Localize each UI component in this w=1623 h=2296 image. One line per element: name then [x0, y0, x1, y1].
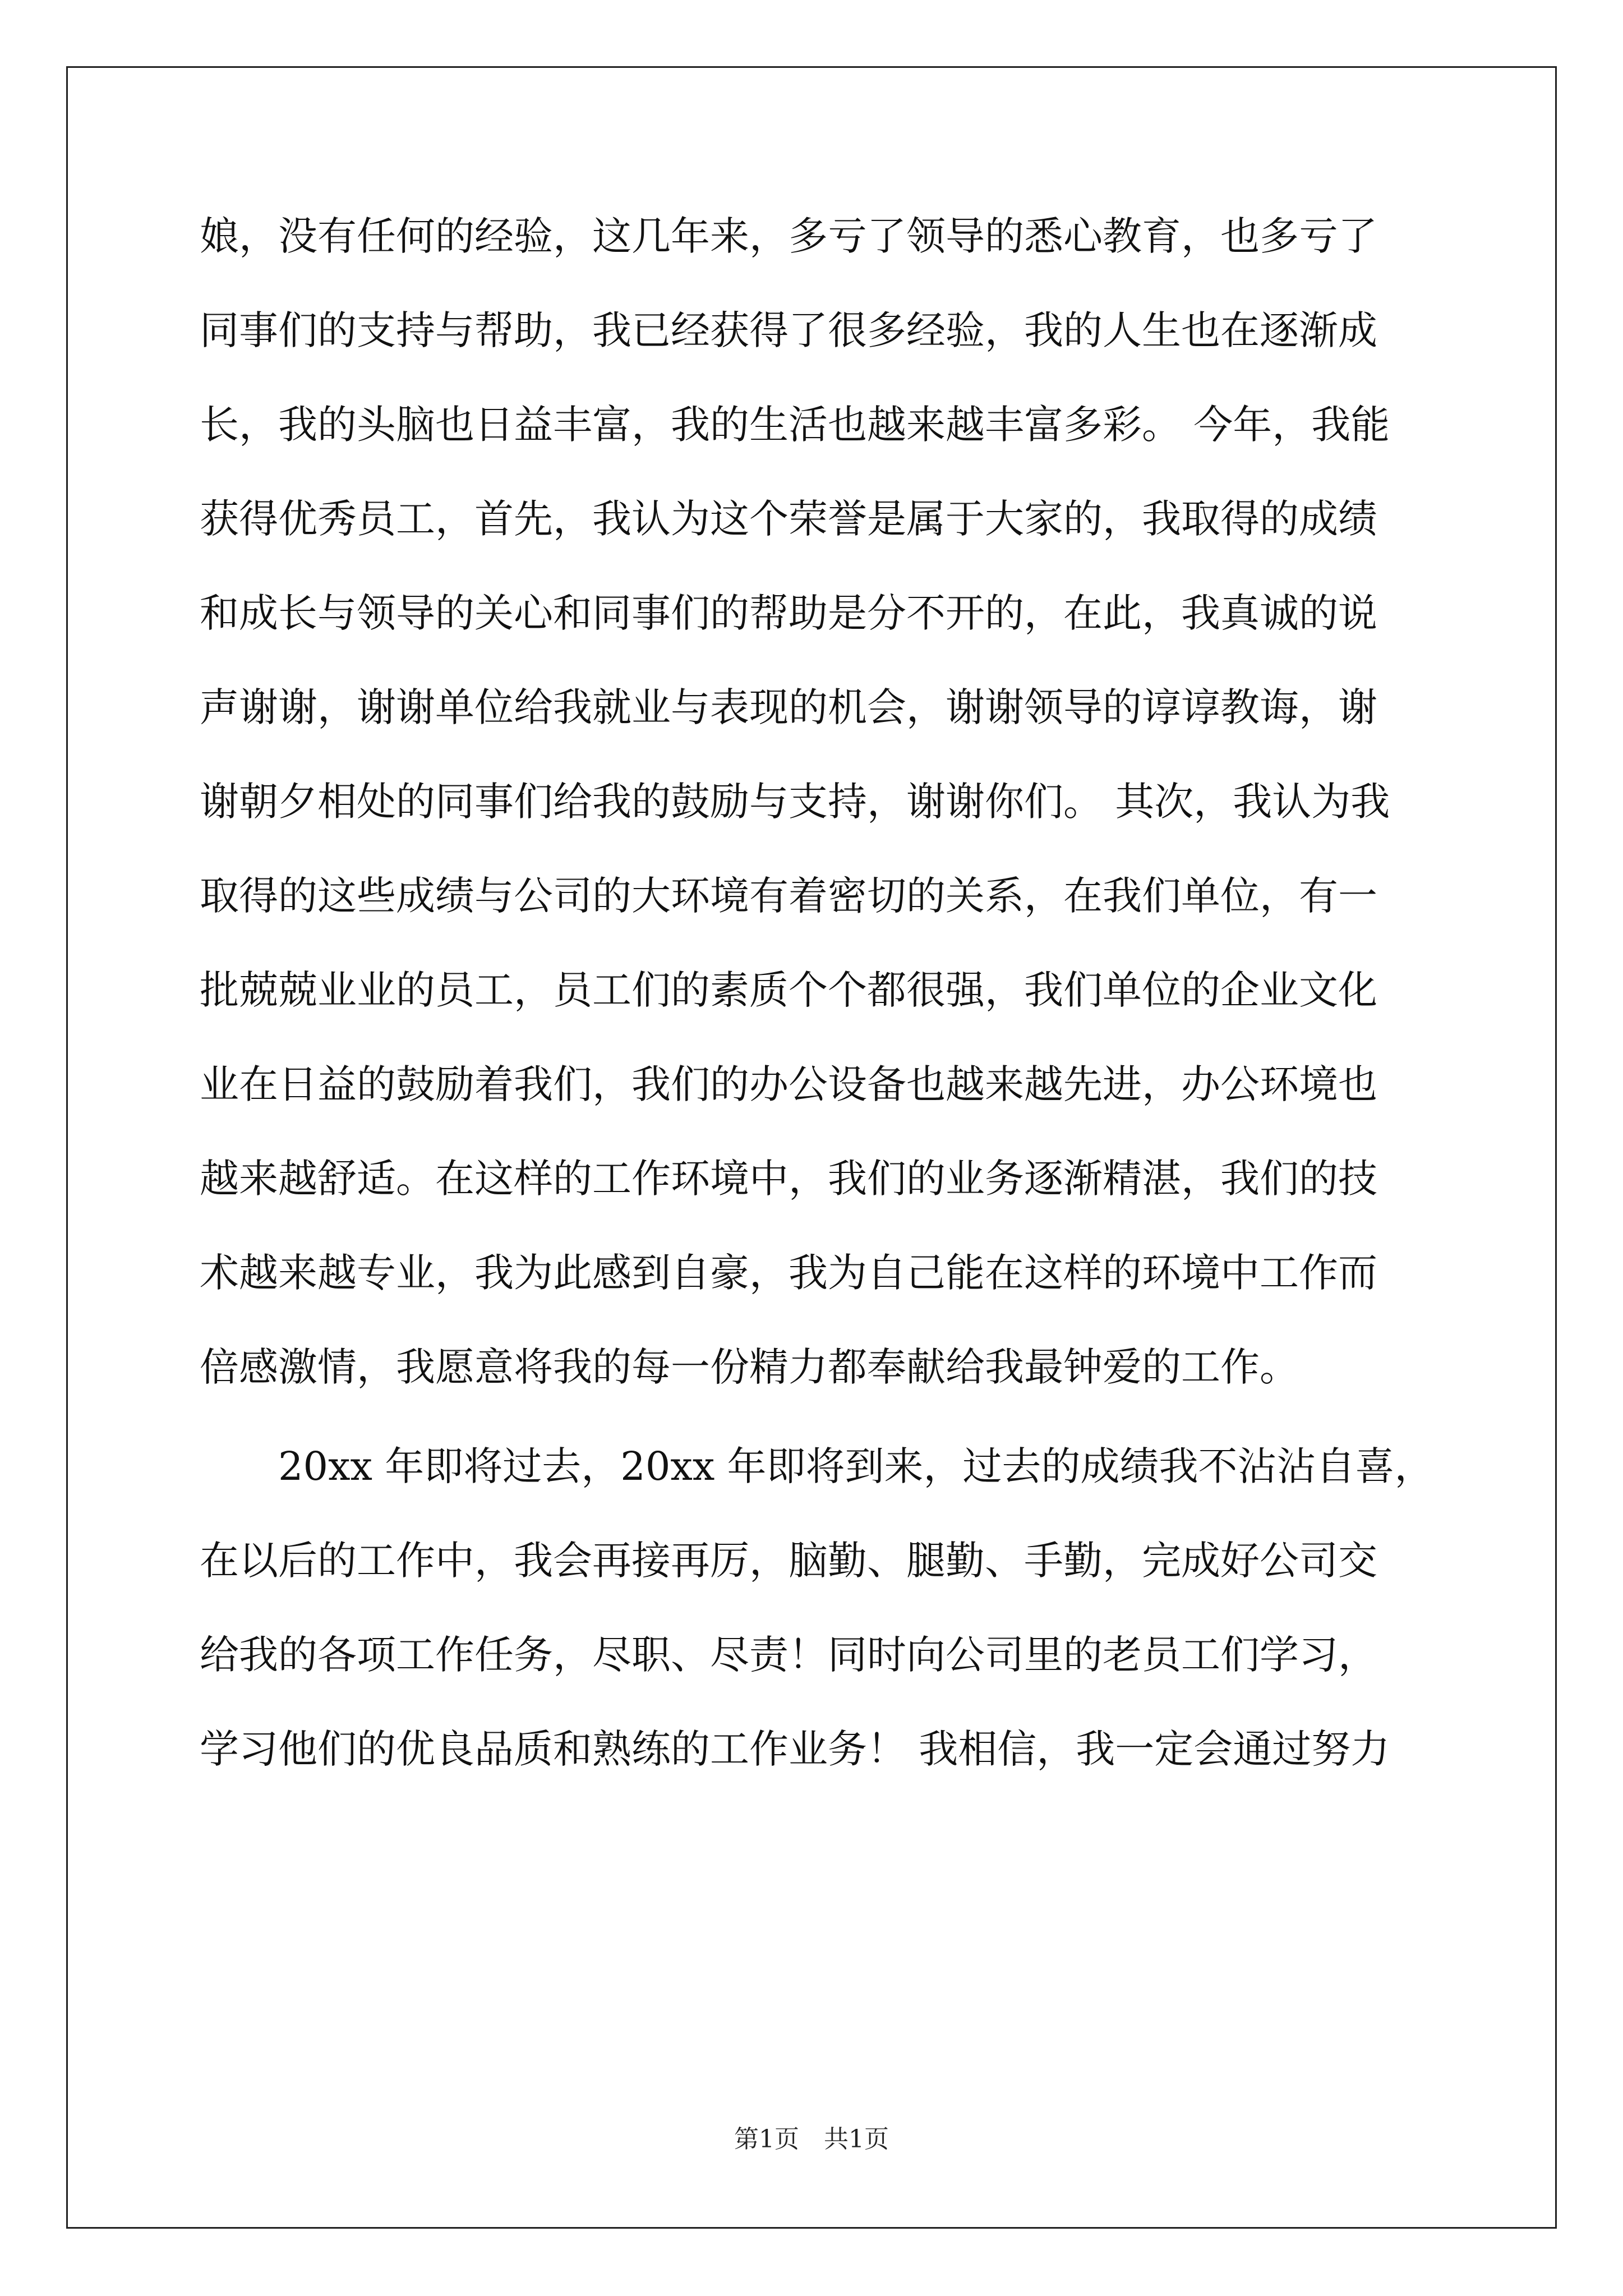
page-border — [66, 66, 1557, 2229]
text-line: 谢朝夕相处的同事们给我的鼓励与支持，谢谢你们。 其次，我认为我 — [200, 779, 1390, 825]
text-line: 给我的各项工作任务，尽职、尽责！同时向公司里的老员工们学习， — [200, 1632, 1377, 1678]
text-line: 业在日益的鼓励着我们，我们的办公设备也越来越先进，办公环境也 — [200, 1061, 1377, 1107]
text-line: 和成长与领导的关心和同事们的帮助是分不开的，在此，我真诚的说 — [200, 590, 1377, 636]
text-line: 在以后的工作中，我会再接再厉，脑勤、腿勤、手勤，完成好公司交 — [200, 1538, 1377, 1584]
text-line: 越来越舒适。在这样的工作环境中，我们的业务逐渐精湛，我们的技 — [200, 1156, 1377, 1202]
page-number-footer: 第1页 共1页 — [734, 2125, 889, 2154]
text-line: 声谢谢，谢谢单位给我就业与表现的机会，谢谢领导的谆谆教诲，谢 — [200, 684, 1377, 730]
text-line: 取得的这些成绩与公司的大环境有着密切的关系，在我们单位，有一 — [200, 873, 1377, 919]
text-line: 同事们的支持与帮助，我已经获得了很多经验，我的人生也在逐渐成 — [200, 307, 1377, 353]
text-line: 长，我的头脑也日益丰富，我的生活也越来越丰富多彩。 今年，我能 — [200, 402, 1390, 448]
paragraph-first-line: 20xx 年即将过去，20xx 年即将到来，过去的成绩我不沾沾自喜， — [278, 1443, 1434, 1489]
text-line: 学习他们的优良品质和熟练的工作业务！ 我相信，我一定会通过努力 — [200, 1726, 1390, 1772]
text-line: 娘，没有任何的经验，这几年来，多亏了领导的悉心教育，也多亏了 — [200, 213, 1377, 259]
text-line: 获得优秀员工，首先，我认为这个荣誉是属于大家的，我取得的成绩 — [200, 496, 1377, 542]
text-line: 批兢兢业业的员工，员工们的素质个个都很强，我们单位的企业文化 — [200, 967, 1377, 1013]
text-line: 倍感激情，我愿意将我的每一份精力都奉献给我最钟爱的工作。 — [200, 1344, 1299, 1390]
text-line: 术越来越专业，我为此感到自豪，我为自己能在这样的环境中工作而 — [200, 1250, 1377, 1296]
